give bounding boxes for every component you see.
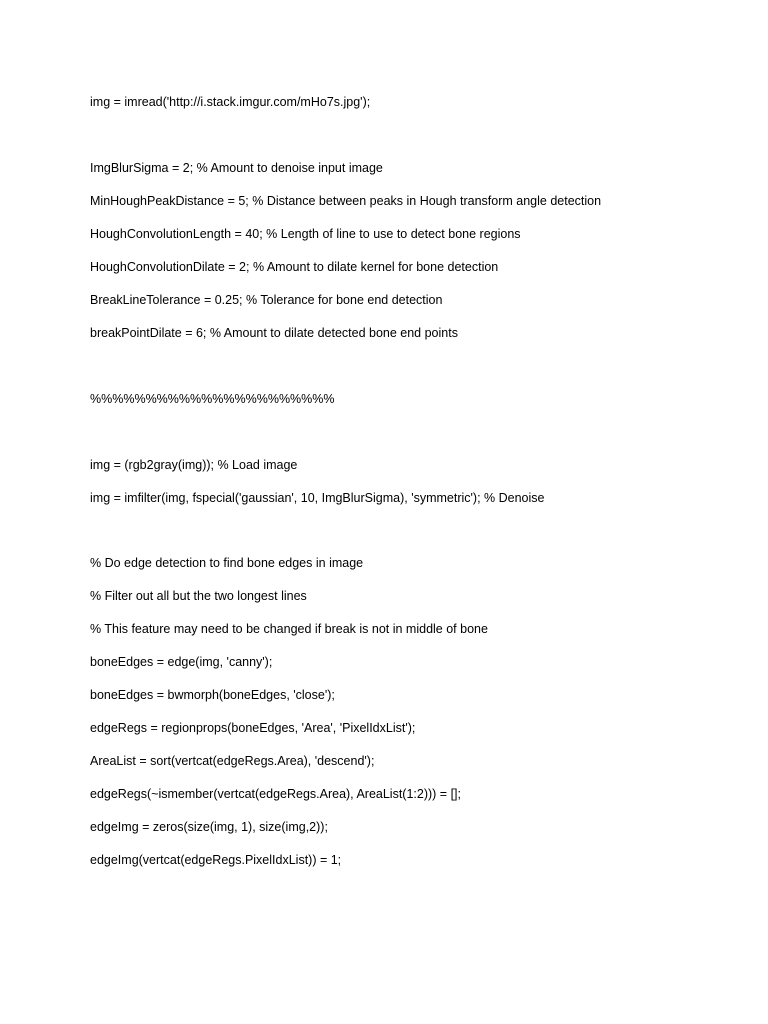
code-line: img = imfilter(img, fspecial('gaussian', 10, ImgBlurSigma), 'symmetric'); % Denoise <box>90 491 545 505</box>
code-line: edgeRegs = regionprops(boneEdges, 'Area', 'PixelIdxList'); <box>90 721 416 735</box>
code-line: MinHoughPeakDistance = 5; % Distance between peaks in Hough transform angle detection <box>90 194 602 208</box>
code-line: boneEdges = bwmorph(boneEdges, 'close'); <box>90 688 335 702</box>
code-line: img = imread('http://i.stack.imgur.com/mHo7s.jpg'); <box>90 95 371 109</box>
code-line: boneEdges = edge(img, 'canny'); <box>90 655 273 669</box>
separator-line: %%%%%%%%%%%%%%%%%%%%%% <box>90 392 335 406</box>
code-line: edgeRegs(~ismember(vertcat(edgeRegs.Area), AreaList(1:2))) = []; <box>90 787 461 801</box>
comment-line: % Filter out all but the two longest lines <box>90 589 307 603</box>
comment-line: % Do edge detection to find bone edges in image <box>90 556 364 570</box>
code-line: breakPointDilate = 6; % Amount to dilate detected bone end points <box>90 326 458 340</box>
comment-line: % This feature may need to be changed if break is not in middle of bone <box>90 622 488 636</box>
code-line: BreakLineTolerance = 0.25; % Tolerance for bone end detection <box>90 293 443 307</box>
code-line: edgeImg(vertcat(edgeRegs.PixelIdxList)) = 1; <box>90 853 342 867</box>
code-line: HoughConvolutionLength = 40; % Length of line to use to detect bone regions <box>90 227 521 241</box>
code-line: img = (rgb2gray(img)); % Load image <box>90 458 298 472</box>
code-line: edgeImg = zeros(size(img, 1), size(img,2)); <box>90 820 328 834</box>
code-line: AreaList = sort(vertcat(edgeRegs.Area), 'descend'); <box>90 754 375 768</box>
code-line: HoughConvolutionDilate = 2; % Amount to dilate kernel for bone detection <box>90 260 499 274</box>
code-line: ImgBlurSigma = 2; % Amount to denoise input image <box>90 161 383 175</box>
